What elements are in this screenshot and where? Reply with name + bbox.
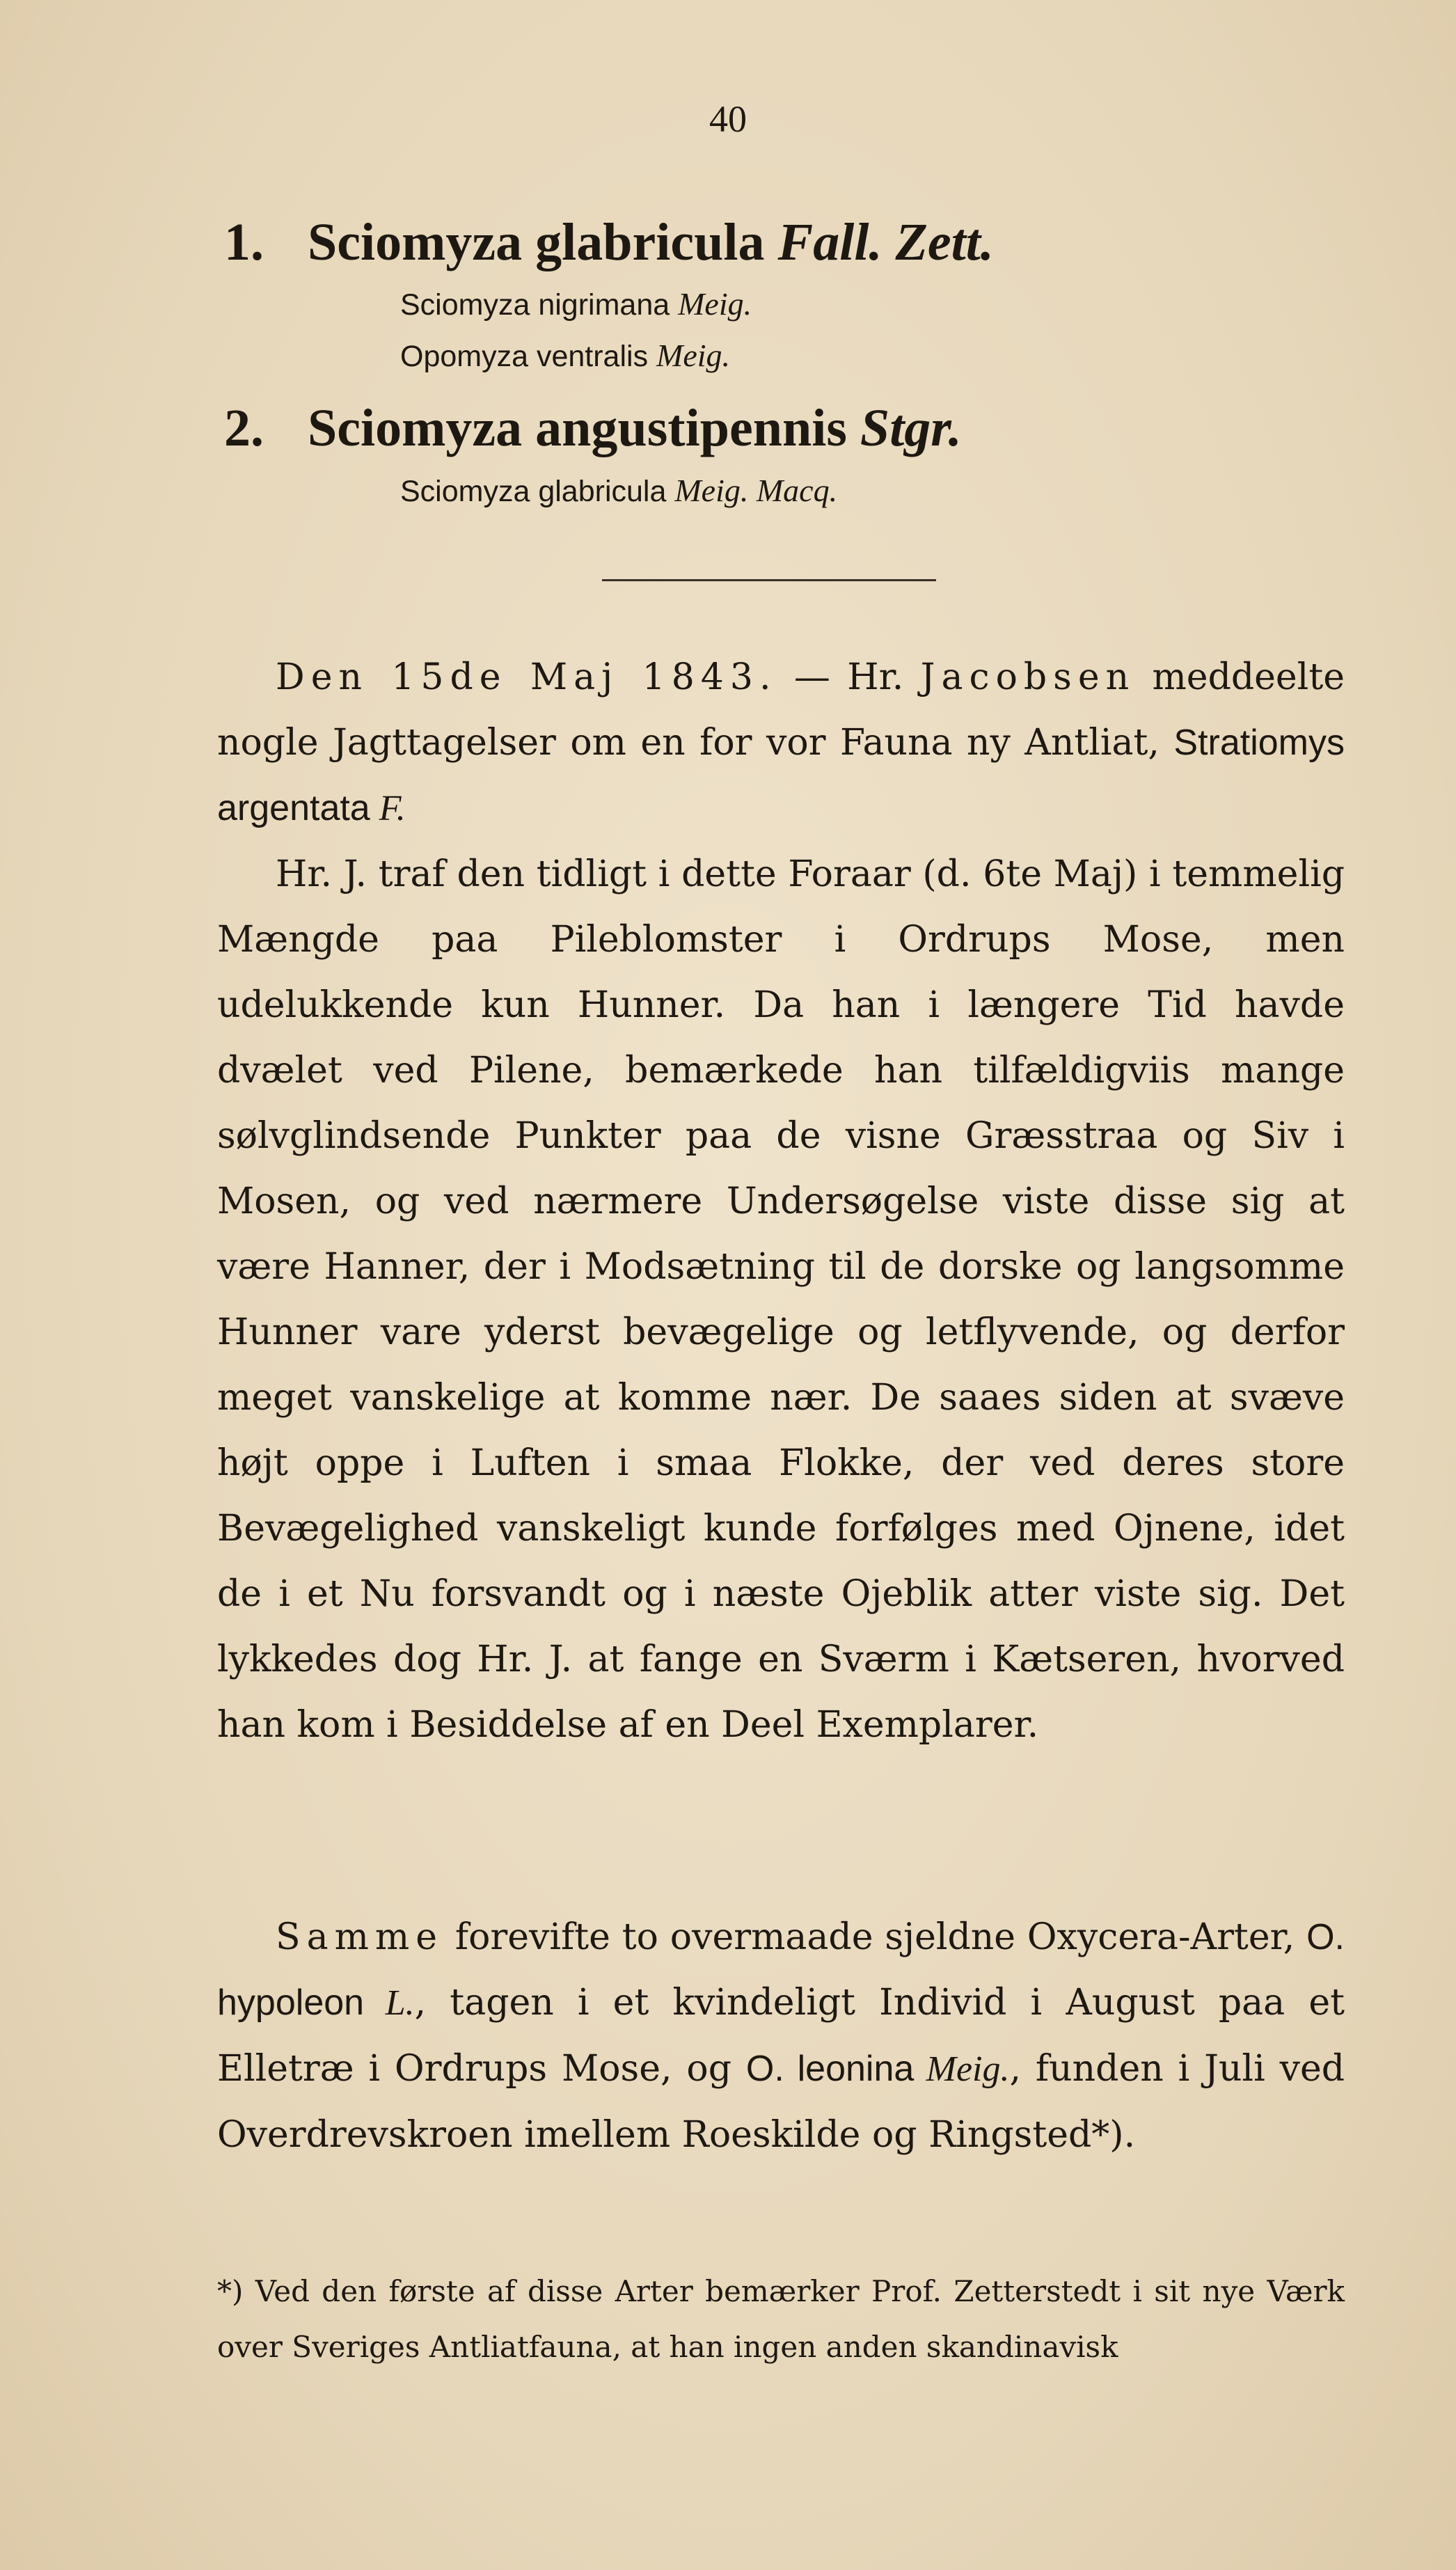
paragraph-meeting: Den 15de Maj 1843. — Hr. Jacobsen meddeelte nogle Jagttagelser om en for vor Fauna ny Antliat, Stratiomys argentata F. xyxy=(217,656,1345,828)
synonym-line xyxy=(400,285,752,322)
latin-species: O. hypoleon xyxy=(217,1917,1345,2023)
paragraph-observation: Hr. J. traf den tidligt i dette Foraar (d. 6te Maj) i temmelig Mængde paa Pileblomster i Ordrups Mose, men udelukkende kun Hunner. Da han i længere Tid havde dvælet ved Pilene, bemærkede han tilfældigviis mange sølvglindsende Punkter paa de visne Græsstraa og Siv i Mosen, og ved nærmere Undersøgelse viste disse sig at være Hanner, der i Modsætning til de dorske og langsomme Hunner vare yderst bevægelige og letflyvende, og derfor meget vanskelige at komme nær. De saaes siden at svæve højt oppe i Luften i smaa Flokke, der ved deres store Bevægelighed vanskeligt kunde forfølges med Ojnene, idet de i et Nu forsvandt og i næste Ojeblik atter viste sig. Det lykkedes dog Hr. J. at fange en Sværm i Kætseren, hvorved han kom i Besiddelse af en Deel Exemplarer. xyxy=(217,853,1345,1746)
species-number: 1. xyxy=(224,213,264,271)
footnote-text: *) Ved den første af disse Arter bemærker Prof. Zetterstedt i sit nye Værk over Sveriges Antliatfauna, at han ingen anden skandinavisk xyxy=(217,2274,1345,2364)
species-number: 2. xyxy=(224,399,264,457)
latin-species: O. leonina xyxy=(745,2049,915,2089)
synonym-name: Sciomyza glabricula xyxy=(400,475,667,508)
body-text-2 xyxy=(217,1905,1345,2168)
species-authority: Fall. Zett. xyxy=(777,213,994,271)
speaker-name: Jacobsen xyxy=(920,656,1136,698)
synonym-name: Sciomyza nigrimana xyxy=(400,288,670,322)
synonym-authority: Meig. Macq. xyxy=(674,473,838,508)
meeting-date: Den 15de Maj 1843. xyxy=(276,656,777,698)
section-divider xyxy=(602,579,936,581)
synonym-authority: Meig. xyxy=(678,286,752,322)
species-heading-2 xyxy=(224,398,962,459)
species-authority: Stgr. xyxy=(860,399,962,457)
species-name: Sciomyza angustipennis xyxy=(308,399,847,457)
body-text xyxy=(217,645,1345,1758)
synonym-name: Opomyza ventralis xyxy=(400,340,649,373)
footnote xyxy=(217,2264,1345,2375)
species-name: Sciomyza glabricula xyxy=(308,213,765,271)
synonym-authority: Meig. xyxy=(656,338,731,373)
paragraph-oxycera: Samme forevifte to overmaade sjeldne Oxycera-Arter, O. hypoleon L., tagen i et kvindeligt Individ i August paa et Elletræ i Ordrups Mose, og O. leonina Meig., funden i Juli ved Overdrevskroen imellem Roeskilde og Ringsted*). xyxy=(217,1916,1345,2156)
synonym-line xyxy=(400,472,837,509)
synonym-line xyxy=(400,337,730,374)
page-number: 40 xyxy=(709,98,747,140)
latin-species: Stratiomys argentata xyxy=(217,723,1345,828)
species-heading-1 xyxy=(224,212,994,273)
